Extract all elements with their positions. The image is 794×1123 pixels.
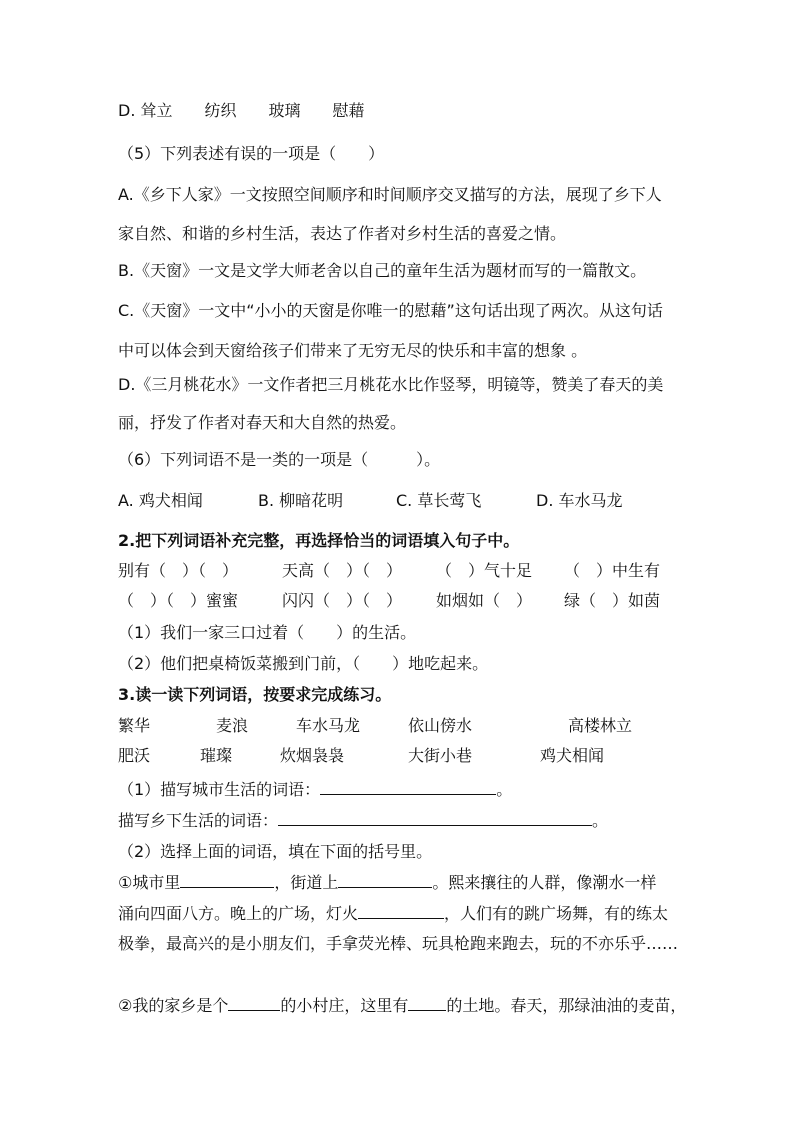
q3-2-p1-blank-1[interactable] (180, 873, 274, 888)
q3-1-city-end: 。 (496, 780, 513, 799)
q3-word-2: 麦浪 (216, 716, 249, 735)
q1-5-option-c-line2: 中可以体会到天窗给孩子们带来了无穷无尽的快乐和丰富的想象 。 (118, 341, 588, 360)
q1-6-option-b: B. 柳暗花明 (258, 491, 344, 510)
q1-6-option-d: D. 车水马龙 (536, 491, 623, 510)
q3-word-1: 繁华 (118, 716, 151, 735)
q3-2-para2-line1 (118, 996, 686, 1016)
q2-word-7: 如烟如（ ） (436, 591, 533, 610)
q3-1-city-line (118, 780, 512, 800)
q2-word-1: 别有（ ）（ ） (118, 561, 239, 580)
q3-2-para1-line1 (118, 873, 656, 893)
q3-2-p1-text-c: 。熙来攘往的人群，像潮水一样 (432, 873, 657, 892)
q3-2-p2-text-a: ②我的家乡是个 (118, 996, 229, 1015)
q3-1-village-answer-blank[interactable] (278, 811, 592, 826)
q3-1-village-label: 描写乡下生活的词语： (118, 811, 279, 830)
q3-2-para1-line2 (118, 904, 668, 924)
q2-sentence-1: （1）我们一家三口过着（ ）的生活。 (118, 623, 417, 642)
q3-1-city-answer-blank[interactable] (320, 780, 496, 795)
q1-option-d: D. 耸立 纺织 玻璃 慰藉 (118, 101, 365, 120)
q3-2-para1-line3: 极拳，最高兴的是小朋友们，手拿荧光棒、玩具枪跑来跑去，玩的不亦乐乎…… (118, 934, 679, 953)
q3-word-8: 炊烟袅袅 (280, 746, 345, 765)
q3-2-p1-blank-2[interactable] (338, 873, 432, 888)
q3-word-3: 车水马龙 (296, 716, 361, 735)
q2-word-4: （ ）中生有 (564, 561, 661, 580)
q3-word-9: 大街小巷 (408, 746, 473, 765)
q3-2-p1-text-a: ①城市里 (118, 873, 181, 892)
q3-1-city-label: （1）描写城市生活的词语： (118, 780, 321, 799)
q3-2-p2-text-b: 的小村庄，这里有 (280, 996, 409, 1015)
q2-word-3: （ ）气十足 (436, 561, 533, 580)
q3-2-p1-text-b: ，街道上 (274, 873, 339, 892)
q3-2-p2-blank-1[interactable] (228, 996, 280, 1011)
q3-word-10: 鸡犬相闻 (540, 746, 605, 765)
q3-2-p2-blank-2[interactable] (408, 996, 446, 1011)
q1-5-option-c-line1: C.《天窗》一文中“小小的天窗是你唯一的慰藉”这句话出现了两次。从这句话 (118, 301, 663, 320)
q2-word-6: 闪闪（ ）（ ） (282, 591, 403, 610)
q1-5-stem: （5）下列表述有误的一项是（ ） (118, 144, 385, 163)
q1-5-option-d-line1: D.《三月桃花水》一文作者把三月桃花水比作竖琴，明镜等，赞美了春天的美 (118, 375, 664, 394)
q1-6-stem: （6）下列词语不是一类的一项是（ ）。 (118, 450, 441, 469)
q2-sentence-2: （2）他们把桌椅饭菜搬到门前，（ ）地吃起来。 (118, 654, 489, 673)
q2-word-5: （ ）（ ）蜜蜜 (118, 591, 239, 610)
q3-2-p1-text-e: ，人们有的跳广场舞，有的练太 (444, 904, 669, 923)
q3-word-7: 璀璨 (200, 746, 233, 765)
q3-2-p1-text-d: 涌向四面八方。晚上的广场，灯火 (118, 904, 359, 923)
q3-1-village-line (118, 811, 608, 831)
q1-5-option-a-line1: A.《乡下人家》一文按照空间顺序和时间顺序交叉描写的方法，展现了乡下人 (118, 185, 662, 204)
q3-2-p1-blank-3[interactable] (358, 904, 444, 919)
q1-5-option-a-line2: 家自然、和谐的乡村生活，表达了作者对乡村生活的喜爱之情。 (118, 224, 567, 243)
q3-word-4: 依山傍水 (408, 716, 473, 735)
q1-6-option-c: C. 草长莺飞 (396, 491, 482, 510)
q2-title: 2.把下列词语补充完整，再选择恰当的词语填入句子中。 (118, 531, 520, 550)
q2-word-8: 绿（ ）如茵 (564, 591, 661, 610)
q3-title: 3.读一读下列词语，按要求完成练习。 (118, 685, 392, 704)
q1-6-option-a: A. 鸡犬相闻 (118, 491, 203, 510)
q3-2-stem: （2）选择上面的词语，填在下面的括号里。 (118, 842, 433, 861)
q3-word-5: 高楼林立 (568, 716, 633, 735)
q3-2-p2-text-c: 的土地。春天，那绿油油的麦苗， (446, 996, 687, 1015)
q1-5-option-b: B.《天窗》一文是文学大师老舍以自己的童年生活为题材而写的一篇散文。 (118, 261, 647, 280)
q2-word-2: 天高（ ）（ ） (282, 561, 403, 580)
q3-1-village-end: 。 (592, 811, 609, 830)
q3-word-6: 肥沃 (118, 746, 151, 765)
q1-5-option-d-line2: 丽，抒发了作者对春天和大自然的热爱。 (118, 413, 407, 432)
